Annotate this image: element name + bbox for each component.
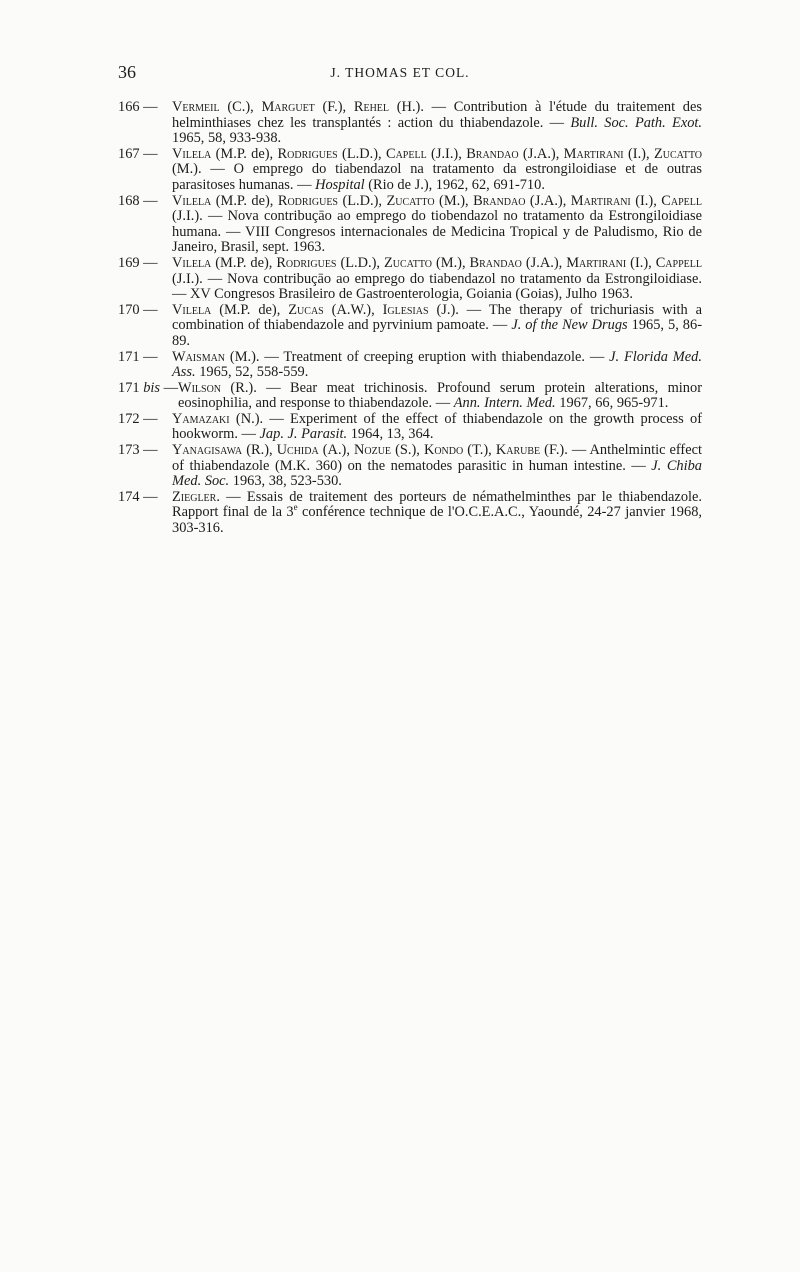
journal-name: J. Florida Med. Ass. xyxy=(172,348,702,381)
author-initials: (J.A.), xyxy=(518,145,564,162)
reference-citation: 1965, 5, 86-89. xyxy=(172,317,702,349)
reference-title: — Anthelmintic effect of thiabendazole (M.K. 360) on the nematodes parasitic in human intestine. — xyxy=(172,442,702,474)
journal-name: Bull. Soc. Path. Exot. xyxy=(570,114,702,131)
reference-text xyxy=(172,350,702,381)
reference-number: 170 — xyxy=(118,301,158,318)
journal-name: J. Chiba Med. Soc. xyxy=(172,457,703,490)
author-initials: (I.), xyxy=(623,145,654,162)
reference-text xyxy=(172,100,702,147)
author-name: Waisman xyxy=(172,348,226,365)
reference-item-169 xyxy=(118,256,702,303)
reference-text xyxy=(172,443,702,490)
reference-number: 168 — xyxy=(118,192,158,209)
reference-title: — Experiment of the effect of thiabendazole on the growth process of hookworm. — xyxy=(172,410,702,443)
reference-number: 172 — xyxy=(118,410,158,427)
reference-title: — Essais de traitement des porteurs de némathelminthes par le thiabendazole. Rapport final de la 3 xyxy=(172,488,702,521)
reference-text xyxy=(172,147,702,194)
reference-item-170 xyxy=(118,303,702,350)
author-name: Vilela xyxy=(172,254,212,271)
reference-citation: 1965, 52, 558-559. xyxy=(195,364,309,381)
author-name: Rodrigues xyxy=(276,254,337,271)
reference-text xyxy=(172,412,702,443)
reference-text xyxy=(178,381,702,412)
reference-title: — The therapy of trichuriasis with a combination of thiabendazole and pyrvinium pamoate. — xyxy=(172,301,702,334)
reference-item-168 xyxy=(118,194,702,256)
author-initials: (M.), xyxy=(432,254,470,271)
author-initials: (R.), xyxy=(242,442,277,459)
author-name: Kondo xyxy=(423,442,464,459)
reference-title-continued: conférence technique de l'O.C.E.A.C., Yaoundé, 24-27 janvier 1968, 303-316. xyxy=(172,504,702,537)
author-initials: (R.). xyxy=(221,379,257,396)
author-initials: (M.), xyxy=(434,192,474,209)
author-initials: (J.A.), xyxy=(525,192,571,209)
author-name: Marguet xyxy=(261,99,315,115)
reference-item-172 xyxy=(118,412,702,443)
reference-citation: 1963, 38, 523-530. xyxy=(229,473,342,490)
reference-number: 174 — xyxy=(118,488,158,505)
author-name: Vilela xyxy=(172,145,212,162)
author-initials: (I.), xyxy=(630,192,662,209)
reference-number: 166 — xyxy=(118,99,158,115)
author-name: Brandao xyxy=(466,145,519,162)
reference-title: — Contribution à l'étude du traitement des helminthiases chez les transplantés : action du thiabendazole. — xyxy=(172,99,702,131)
author-name: Brandao xyxy=(469,254,522,271)
author-name: Zucatto xyxy=(383,254,433,271)
author-name: Yanagisawa xyxy=(172,442,243,459)
reference-citation: (Rio de J.), 1962, 62, 691-710. xyxy=(364,176,545,193)
author-name: Vilela xyxy=(172,301,212,318)
author-initials: (N.). xyxy=(229,410,264,427)
author-name: Capell xyxy=(661,192,702,209)
reference-citation: 1965, 58, 933-938. xyxy=(172,130,282,147)
author-name: Vermeil xyxy=(172,99,220,115)
reference-item-167 xyxy=(118,147,702,194)
author-initials: . xyxy=(216,488,220,505)
reference-title: — Bear meat trichinosis. Profound serum protein alterations, minor eosinophilia, and response to thiabendazole. — xyxy=(177,379,702,412)
reference-text xyxy=(172,194,702,256)
reference-title: — O emprego do tiabendazol na tratamento da estrongiloidiase et de outras parasitoses humanas. — xyxy=(172,161,702,193)
author-name: Brandao xyxy=(473,192,526,209)
author-name: Zucatto xyxy=(386,192,435,209)
journal-name: Hospital xyxy=(315,176,365,193)
author-initials: (M.P. de), xyxy=(211,192,278,209)
author-name: Capell xyxy=(385,145,427,162)
reference-number: 167 — xyxy=(118,145,158,162)
author-initials: (C.), xyxy=(219,99,262,115)
author-initials: (L.D.), xyxy=(337,145,386,162)
bis-suffix: bis xyxy=(143,379,160,396)
author-name: Martirani xyxy=(570,192,631,209)
author-initials: (M.P. de), xyxy=(211,145,278,162)
author-name: Rodrigues xyxy=(277,192,338,209)
reference-number: 169 — xyxy=(118,254,158,271)
author-initials: (J.I.), xyxy=(426,145,467,162)
author-name: Yamazaki xyxy=(172,410,230,427)
author-initials: (M.P. de), xyxy=(211,301,289,318)
author-initials: (J.I.). xyxy=(172,270,203,287)
author-initials: (A.W.), xyxy=(323,301,383,318)
reference-item-174 xyxy=(118,490,702,537)
author-name: Ziegler xyxy=(172,488,217,505)
author-initials: (M.P. de), xyxy=(211,254,277,271)
journal-name: Jap. J. Parasit. xyxy=(259,426,348,443)
reference-list xyxy=(118,100,702,537)
author-initials: (I.), xyxy=(626,254,656,271)
running-title: J. THOMAS ET COL. xyxy=(330,65,470,80)
page-number: 36 xyxy=(118,62,136,82)
author-name: Martirani xyxy=(566,254,627,271)
author-initials: (H.). xyxy=(389,99,424,115)
author-name: Iglesias xyxy=(382,301,429,318)
author-initials: (L.D.), xyxy=(338,192,387,209)
reference-citation: 1967, 66, 965-971. xyxy=(555,395,669,412)
author-initials: (L.D.), xyxy=(336,254,384,271)
reference-text xyxy=(172,490,702,537)
reference-text xyxy=(172,256,702,303)
author-initials: (J.A.), xyxy=(521,254,567,271)
author-name: Uchida xyxy=(276,442,319,459)
journal-name: J. of the New Drugs xyxy=(511,317,628,334)
author-name: Vilela xyxy=(172,192,212,209)
author-initials: (M.). xyxy=(225,348,260,365)
author-name: Rehel xyxy=(353,99,390,115)
journal-name: Ann. Intern. Med. xyxy=(453,395,556,412)
reference-item-171 xyxy=(118,350,702,381)
author-initials: (F.), xyxy=(314,99,354,115)
author-name: Nozue xyxy=(353,442,392,459)
author-initials: (F.). xyxy=(540,442,568,459)
author-name: Karube xyxy=(495,442,541,459)
reference-title: — Treatment of creeping eruption with thiabendazole. — xyxy=(259,348,610,365)
author-name: Martirani xyxy=(563,145,624,162)
author-name: Cappell xyxy=(655,254,702,271)
author-name: Zucas xyxy=(288,301,324,318)
author-initials: (T.), xyxy=(463,442,496,459)
author-initials: (M.). xyxy=(172,161,202,178)
reference-item-171-bis xyxy=(118,381,702,412)
reference-title: — Nova contribuçāo ao emprego do tiobendazol no tratamento da Estrongiloidiase humana. — VIII Congresos internacionales de Medicina Tropical y de Paludismo, Rio de Janeiro, Brasil, sept. 1963. xyxy=(172,208,702,256)
author-name: Rodrigues xyxy=(277,145,338,162)
superscript: e xyxy=(293,502,298,513)
author-initials: (A.), xyxy=(318,442,354,459)
author-initials: (J.I.). xyxy=(172,208,203,225)
reference-number: 171 bis — xyxy=(118,379,178,396)
reference-number: 171 — xyxy=(118,348,158,365)
reference-text xyxy=(172,303,702,350)
author-name: Wilson xyxy=(177,379,222,396)
author-initials: (S.), xyxy=(391,442,424,459)
reference-item-173 xyxy=(118,443,702,490)
reference-item-166 xyxy=(118,100,702,147)
author-initials: (J.). xyxy=(428,301,459,318)
reference-citation: 1964, 13, 364. xyxy=(347,426,434,443)
reference-number: 173 — xyxy=(118,442,158,459)
author-name: Zucatto xyxy=(653,145,702,162)
reference-title: — Nova contribuçāo ao emprego do tiabendazol no tratamento da Estrongiloidiase. — XV Congresos Brasileiro de Gastroenterologia, Goiania (Goias), Julho 1963. xyxy=(172,270,702,303)
